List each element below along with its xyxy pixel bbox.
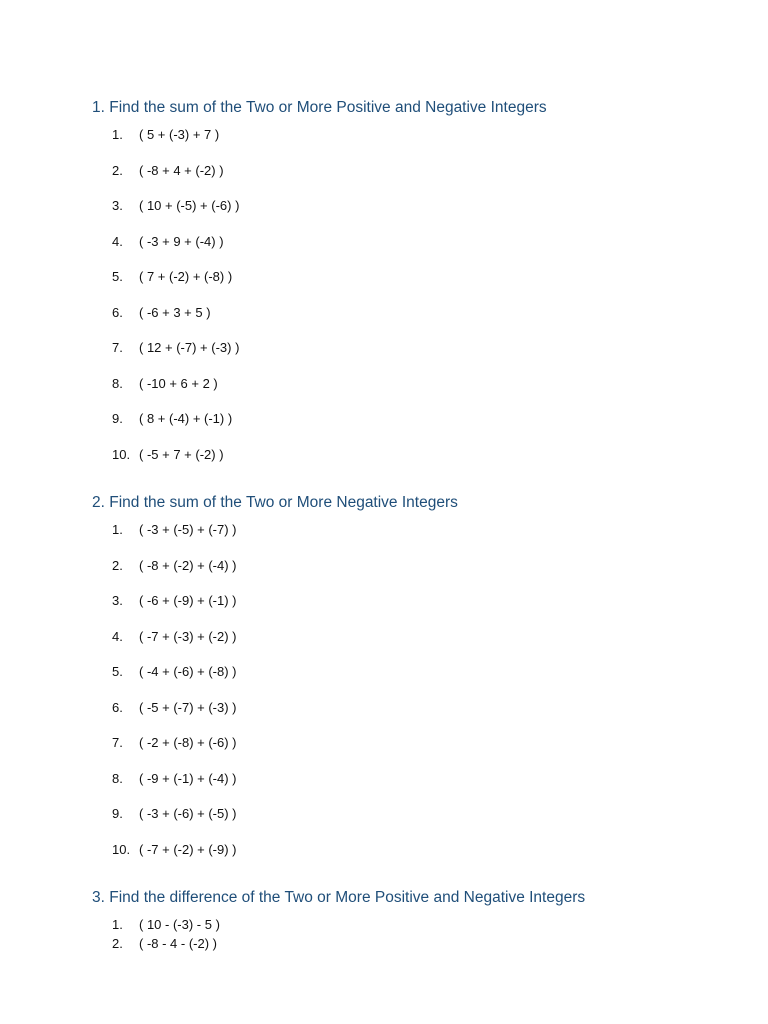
problem-item <box>92 340 732 376</box>
problem-number: 6. <box>112 304 123 320</box>
problem-expression: ( -4 + (-6) + (-8) ) <box>139 664 237 679</box>
problem-number: 2. <box>112 557 123 573</box>
problem-item <box>92 593 732 629</box>
problem-item <box>92 411 732 447</box>
problem-number: 10. <box>112 841 131 857</box>
problem-item <box>92 127 732 163</box>
problem-expression: ( 12 + (-7) + (-3) ) <box>139 340 240 355</box>
problem-number: 4. <box>112 233 123 249</box>
section-sum-negative <box>92 494 732 877</box>
problem-expression: ( -5 + (-7) + (-3) ) <box>139 699 237 715</box>
section-sum-positive-negative <box>92 99 732 482</box>
problem-item <box>92 700 732 736</box>
problem-expression: ( -8 + (-2) + (-4) ) <box>139 557 237 573</box>
problem-expression: ( -10 + 6 + 2 ) <box>139 375 218 391</box>
problem-expression: ( 5 + (-3) + 7 ) <box>139 127 220 142</box>
problem-list <box>92 917 732 954</box>
problem-item <box>92 558 732 594</box>
problem-number: 3. <box>112 198 123 213</box>
problem-item <box>92 163 732 199</box>
problem-expression: ( -2 + (-8) + (-6) ) <box>139 735 237 750</box>
problem-expression: ( -7 + (-3) + (-2) ) <box>139 628 237 644</box>
problem-expression: ( -8 - 4 - (-2) ) <box>139 935 217 951</box>
section-heading: 3. Find the difference of the Two or More Positive and Negative Integers <box>92 889 586 906</box>
problem-expression: ( -3 + 9 + (-4) ) <box>139 233 224 249</box>
problem-expression: ( 10 - (-3) - 5 ) <box>139 917 220 932</box>
problem-number: 6. <box>112 699 123 715</box>
section-difference-positive-negative <box>92 889 732 954</box>
problem-number: 9. <box>112 411 123 426</box>
problem-number: 8. <box>112 375 123 391</box>
problem-expression: ( -8 + 4 + (-2) ) <box>139 162 224 178</box>
problem-number: 7. <box>112 735 123 750</box>
problem-item <box>92 936 732 955</box>
problem-expression: ( -5 + 7 + (-2) ) <box>139 446 224 462</box>
problem-number: 8. <box>112 770 123 786</box>
problem-item <box>92 198 732 234</box>
problem-item <box>92 522 732 558</box>
problem-number: 10. <box>112 446 131 462</box>
problem-expression: ( -3 + (-5) + (-7) ) <box>139 522 237 537</box>
problem-item <box>92 917 732 936</box>
problem-expression: ( 8 + (-4) + (-1) ) <box>139 411 233 426</box>
problem-expression: ( -6 + 3 + 5 ) <box>139 304 211 320</box>
problem-item <box>92 664 732 700</box>
problem-number: 4. <box>112 628 123 644</box>
problem-expression: ( -9 + (-1) + (-4) ) <box>139 770 237 786</box>
problem-item <box>92 376 732 412</box>
problem-item <box>92 771 732 807</box>
problem-number: 2. <box>112 162 123 178</box>
problem-number: 7. <box>112 340 123 355</box>
problem-expression: ( 7 + (-2) + (-8) ) <box>139 269 233 284</box>
problem-item <box>92 447 732 483</box>
section-heading: 1. Find the sum of the Two or More Positive and Negative Integers <box>92 99 547 116</box>
problem-item <box>92 842 732 878</box>
problem-number: 1. <box>112 127 123 142</box>
problem-expression: ( 10 + (-5) + (-6) ) <box>139 198 240 213</box>
problem-number: 9. <box>112 806 123 821</box>
problem-list <box>92 127 732 482</box>
problem-item <box>92 629 732 665</box>
section-heading: 2. Find the sum of the Two or More Negative Integers <box>92 494 458 511</box>
problem-expression: ( -3 + (-6) + (-5) ) <box>139 806 237 821</box>
problem-expression: ( -6 + (-9) + (-1) ) <box>139 593 237 608</box>
problem-item <box>92 305 732 341</box>
problem-item <box>92 735 732 771</box>
problem-item <box>92 269 732 305</box>
problem-number: 2. <box>112 935 123 951</box>
problem-item <box>92 806 732 842</box>
problem-number: 1. <box>112 522 123 537</box>
problem-item <box>92 234 732 270</box>
problem-number: 3. <box>112 593 123 608</box>
problem-number: 5. <box>112 664 123 679</box>
problem-expression: ( -7 + (-2) + (-9) ) <box>139 841 237 857</box>
problem-number: 5. <box>112 269 123 284</box>
problem-number: 1. <box>112 917 123 932</box>
problem-list <box>92 522 732 877</box>
